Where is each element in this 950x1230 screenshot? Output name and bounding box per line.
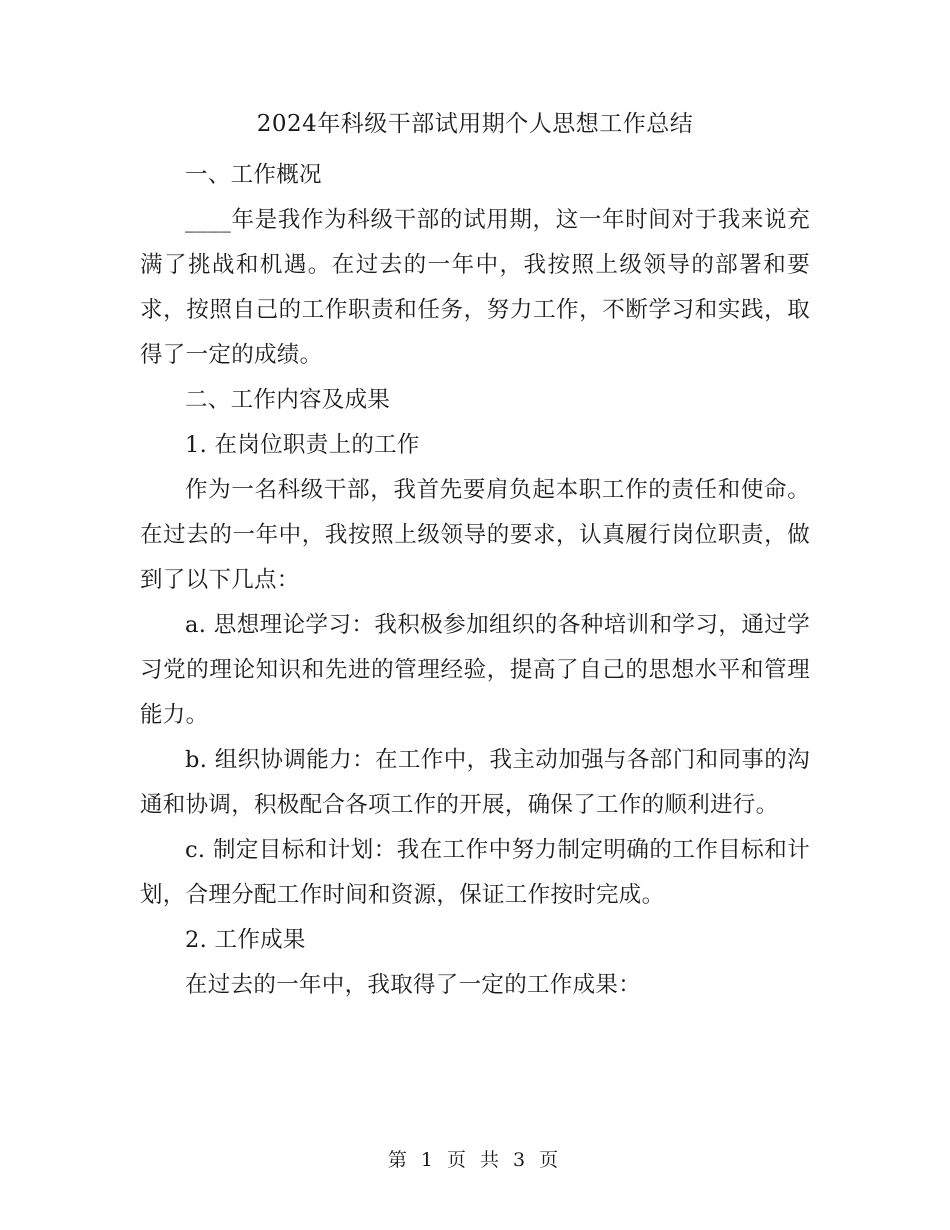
paragraph-duties: 作为一名科级干部，我首先要肩负起本职工作的责任和使命。在过去的一年中，我按照上级领导的要求，认真履行岗位职责，做到了以下几点： xyxy=(140,477,810,593)
list-item-a: a. 思想理论学习：我积极参加组织的各种培训和学习，通过学习党的理论知识和先进的管理经验，提高了自己的思想水平和管理能力。 xyxy=(140,612,810,728)
section-heading-content: 二、工作内容及成果 xyxy=(185,387,391,413)
list-item-b: b. 组织协调能力：在工作中，我主动加强与各部门和同事的沟通和协调，积极配合各项工作的开展，确保了工作的顺利进行。 xyxy=(140,747,810,818)
subheading-results: 2. 工作成果 xyxy=(185,927,306,953)
page-footer: 第 1 页 共 3 页 xyxy=(387,1149,563,1171)
section-heading-overview: 一、工作概况 xyxy=(185,162,322,188)
subheading-duties: 1. 在岗位职责上的工作 xyxy=(185,432,420,458)
paragraph-overview: ____年是我作为科级干部的试用期，这一年时间对于我来说充满了挑战和机遇。在过去的一年中，我按照上级领导的部署和要求，按照自己的工作职责和任务，努力工作，不断学习和实践，取得了一定的成绩。 xyxy=(140,207,810,368)
document-body xyxy=(140,153,810,1008)
paragraph-results: 在过去的一年中，我取得了一定的工作成果： xyxy=(185,972,642,998)
document-title: 2024年科级干部试用期个人思想工作总结 xyxy=(256,111,694,137)
list-item-c: c. 制定目标和计划：我在工作中努力制定明确的工作目标和计划，合理分配工作时间和资源，保证工作按时完成。 xyxy=(140,837,810,908)
